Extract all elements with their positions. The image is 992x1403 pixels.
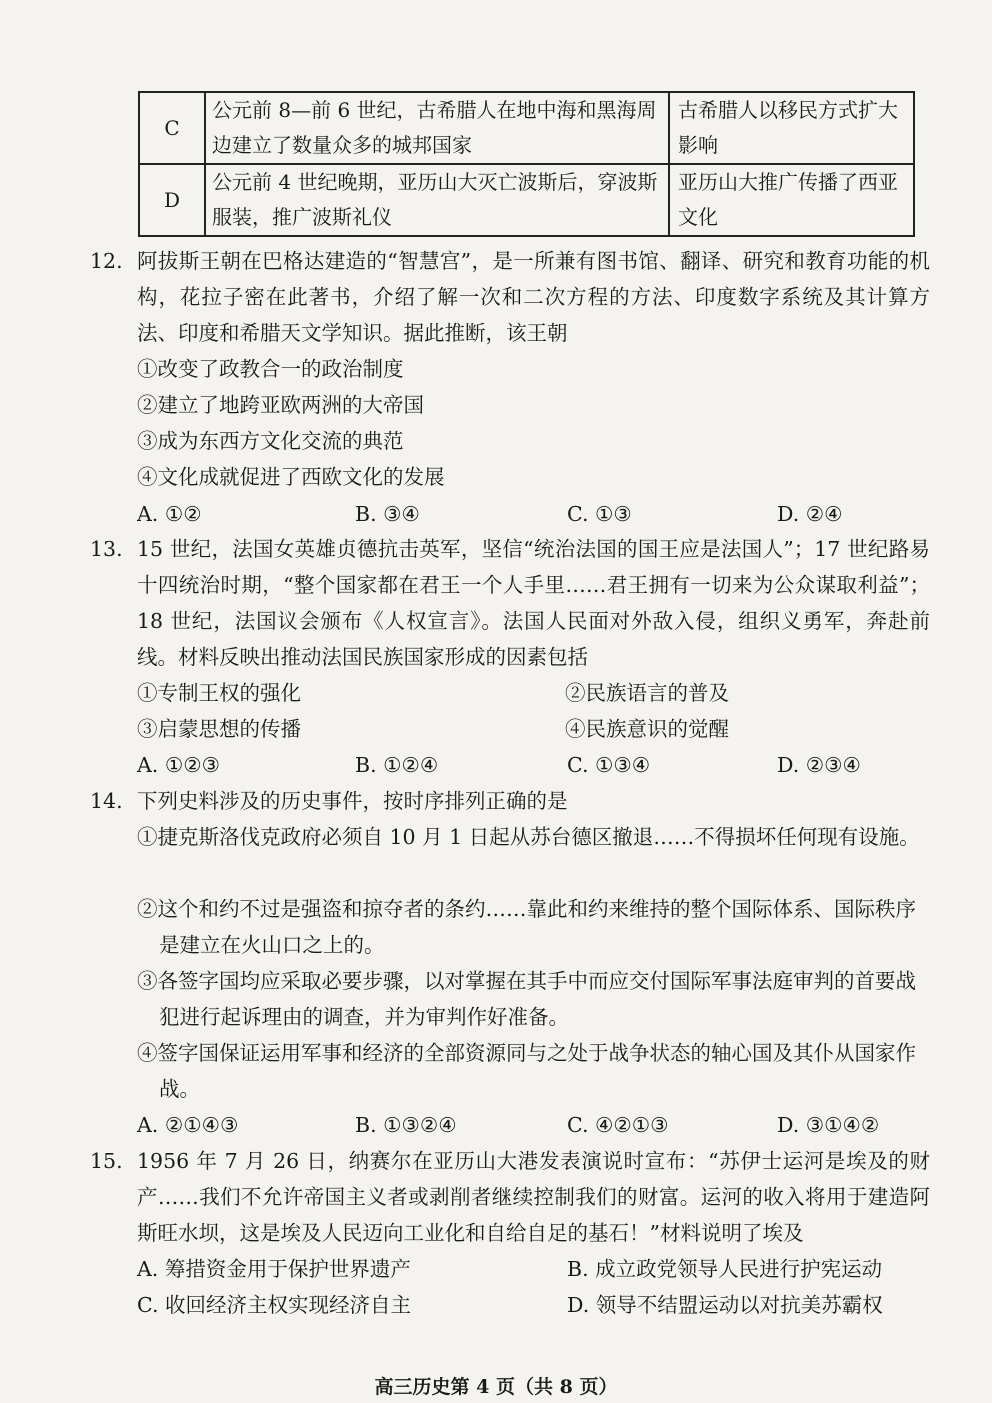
option-a[interactable]: A. ①②③ bbox=[137, 753, 220, 777]
question-number: 15. bbox=[90, 1149, 123, 1173]
option-d[interactable]: D. ②④ bbox=[777, 502, 843, 526]
answer-options bbox=[137, 1287, 937, 1323]
row-event: 公元前 8—前 6 世纪，古希腊人在地中海和黑海周边建立了数量众多的城邦国家 bbox=[205, 92, 669, 164]
table-row bbox=[139, 92, 914, 164]
answer-options bbox=[137, 496, 937, 532]
question-15 bbox=[90, 1143, 930, 1251]
row-letter: D bbox=[139, 164, 205, 236]
question-number: 13. bbox=[90, 537, 123, 561]
question-number: 12. bbox=[90, 249, 123, 273]
option-a[interactable]: A. ①② bbox=[137, 502, 202, 526]
source-item: ④签字国保证运用军事和经济的全部资源同与之处于战争状态的轴心国及其仆从国家作战。 bbox=[137, 1041, 916, 1101]
option-d[interactable]: D. ③①④② bbox=[777, 1113, 880, 1137]
statement-item: ③成为东西方文化交流的典范 bbox=[137, 429, 404, 453]
question-stem: 1956 年 7 月 26 日，纳赛尔在亚历山大港发表演说时宣布：“苏伊士运河是埃及的财产……我们不允许帝国主义者或剥削者继续控制我们的财富。运河的收入将用于建造阿斯旺水坝，这是埃及人民迈向工业化和自给自足的基石！”材料说明了埃及 bbox=[137, 1149, 930, 1245]
option-c[interactable]: C. ①③ bbox=[567, 502, 632, 526]
statement-item: ①改变了政教合一的政治制度 bbox=[137, 357, 404, 381]
statement-item: ③启蒙思想的传播 bbox=[137, 717, 301, 741]
answer-options bbox=[137, 1251, 937, 1287]
option-c[interactable]: C. ①③④ bbox=[567, 753, 651, 777]
source-item: ③各签字国均应采取必要步骤，以对掌握在其手中而应交付国际军事法庭审判的首要战犯进行起诉理由的调查，并为审判作好准备。 bbox=[137, 969, 916, 1029]
row-letter: C bbox=[139, 92, 205, 164]
row-event: 公元前 4 世纪晚期，亚历山大灭亡波斯后，穿波斯服装，推广波斯礼仪 bbox=[205, 164, 669, 236]
statement-item: ①专制王权的强化 bbox=[137, 681, 301, 705]
row-conclusion: 古希腊人以移民方式扩大影响 bbox=[669, 92, 914, 164]
option-b[interactable]: B. ①③②④ bbox=[355, 1113, 457, 1137]
option-c[interactable]: C. 收回经济主权实现经济自主 bbox=[137, 1293, 411, 1317]
option-a[interactable]: A. 筹措资金用于保护世界遗产 bbox=[137, 1257, 411, 1281]
option-b[interactable]: B. ①②④ bbox=[355, 753, 439, 777]
question-14 bbox=[90, 783, 930, 819]
row-conclusion: 亚历山大推广传播了西亚文化 bbox=[669, 164, 914, 236]
question-stem: 阿拔斯王朝在巴格达建造的“智慧宫”，是一所兼有图书馆、翻译、研究和教育功能的机构，花拉子密在此著书，介绍了解一次和二次方程的方法、印度数字系统及其计算方法、印度和希腊天文学知识。据此推断，该王朝 bbox=[137, 249, 930, 345]
option-d[interactable]: D. 领导不结盟运动以对抗美苏霸权 bbox=[567, 1293, 883, 1317]
answer-options bbox=[137, 747, 937, 783]
table-row bbox=[139, 164, 914, 236]
statement-item: ②建立了地跨亚欧两洲的大帝国 bbox=[137, 393, 424, 417]
question-stem: 下列史料涉及的历史事件，按时序排列正确的是 bbox=[137, 789, 568, 813]
question-13 bbox=[90, 531, 930, 675]
question-12 bbox=[90, 243, 930, 351]
option-a[interactable]: A. ②①④③ bbox=[137, 1113, 239, 1137]
option-table bbox=[138, 91, 915, 237]
option-c[interactable]: C. ④②①③ bbox=[567, 1113, 669, 1137]
question-stem: 15 世纪，法国女英雄贞德抗击英军，坚信“统治法国的国王应是法国人”；17 世纪路易十四统治时期，“整个国家都在君王一个人手里……君王拥有一切来为公众谋取利益”；18 世纪，法国议会颁布《人权宣言》。法国人民面对外敌入侵，组织义勇军，奔赴前线。材料反映出推动法国民族国家形成的因素包括 bbox=[137, 537, 930, 669]
page-footer: 高三历史第 4 页（共 8 页） bbox=[374, 1376, 618, 1398]
option-b[interactable]: B. 成立政党领导人民进行护宪运动 bbox=[567, 1257, 883, 1281]
source-item: ①捷克斯洛伐克政府必须自 10 月 1 日起从苏台德区撤退……不得损坏任何现有设施。 bbox=[137, 825, 920, 849]
statement-item: ②民族语言的普及 bbox=[565, 681, 729, 705]
question-number: 14. bbox=[90, 789, 123, 813]
source-item: ②这个和约不过是强盗和掠夺者的条约……靠此和约来维持的整个国际体系、国际秩序是建立在火山口之上的。 bbox=[137, 897, 916, 957]
statement-item: ④民族意识的觉醒 bbox=[565, 717, 729, 741]
option-b[interactable]: B. ③④ bbox=[355, 502, 420, 526]
statement-item: ④文化成就促进了西欧文化的发展 bbox=[137, 465, 445, 489]
answer-options bbox=[137, 1107, 937, 1143]
option-d[interactable]: D. ②③④ bbox=[777, 753, 861, 777]
